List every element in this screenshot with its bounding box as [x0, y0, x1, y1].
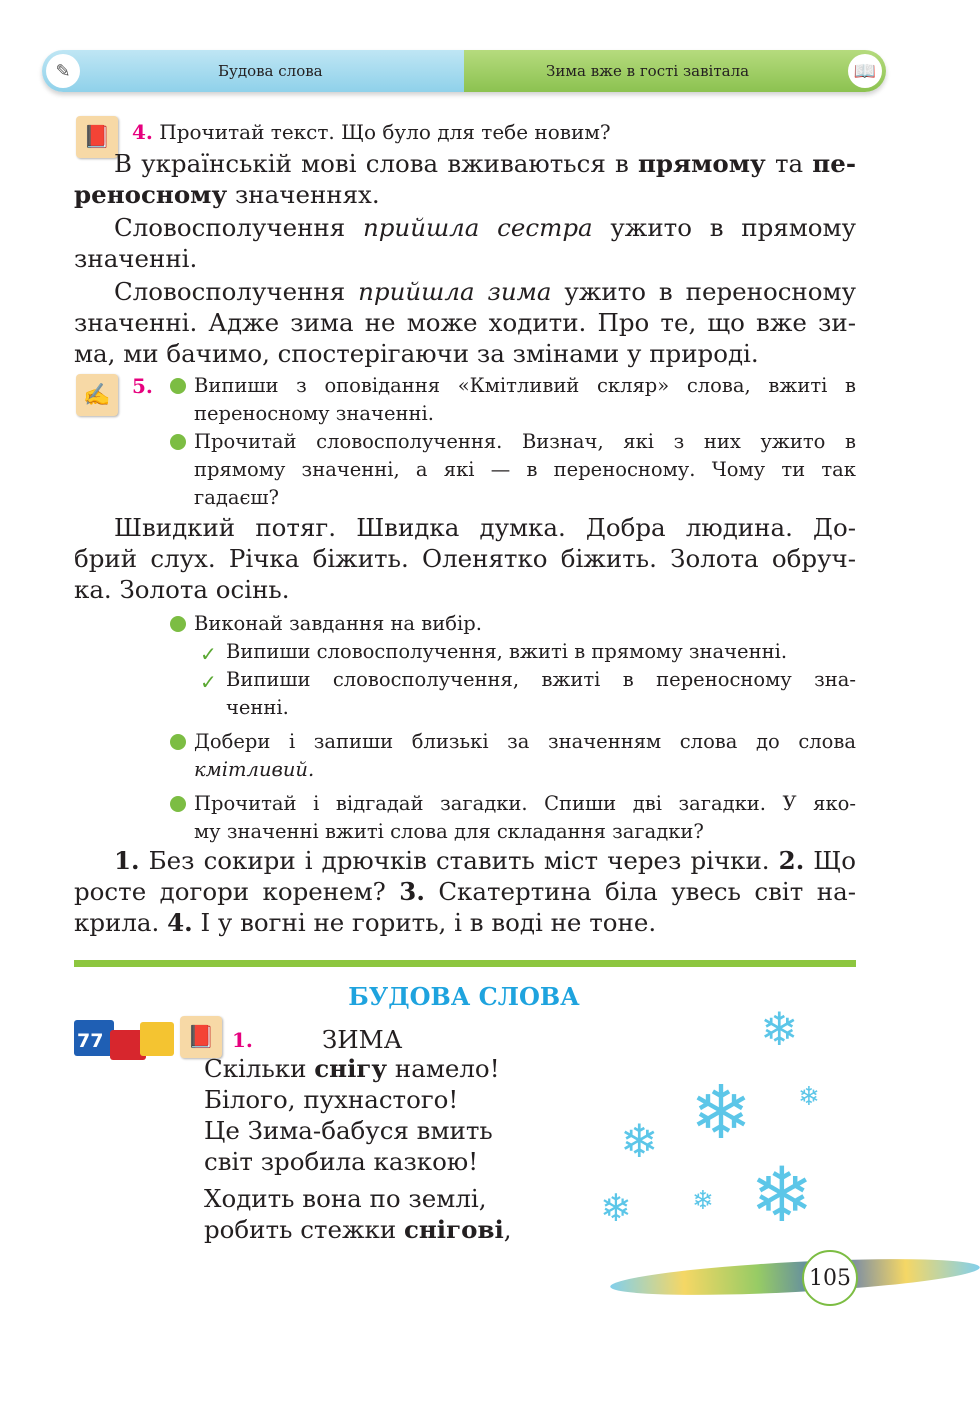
ex5-phrases: Швидкий потяг. Швидка думка. Добра людина. До- брий слух. Річка біжить. Оленятко біжить. Золота обруч- ка. Золота осінь.	[74, 513, 856, 604]
bullet-icon	[170, 378, 186, 394]
ex4-text: В українській мові слова вживаються в прямому та пе- реносному значеннях. Словосполучення прийшла сестра ужито в прямому значенні. Словосполучення прийшла зима ужито в переносному значенні. Адже зима не може ходити. Про те, що вже зи- ма, ми бачимо, спостерігаючи за змінами у природі.	[74, 149, 856, 368]
ex5-bullet-2: Прочитай словосполучення. Визнач, які з них ужито в прямому значенні, а які — в переносному. Чому ти так гадаєш?	[170, 428, 856, 512]
poem: Скільки снігу намело! Білого, пухнастого! Це Зима-бабуся вмить світ зробила казкою! Ходить вона по землі, робить стежки снігові,	[204, 1054, 512, 1244]
book-icon: 📖	[848, 54, 882, 88]
reading-icon: 📕	[180, 1016, 222, 1058]
ex5-bullet-1: Випиши з оповідання «Кмітливий скляр» слова, вжиті в переносному значенні.	[170, 372, 856, 428]
bullet-icon	[170, 616, 186, 632]
ex5-bullet-3: Виконай завдання на вибір.	[170, 610, 856, 638]
ex1-number: 1.	[232, 1028, 253, 1052]
snowflake-icon: ❄	[750, 1150, 814, 1239]
ex5-number: 5.	[132, 374, 153, 398]
page-number-text: 105	[809, 1265, 851, 1291]
snowflake-icon: ❄	[600, 1186, 632, 1230]
section-divider	[74, 960, 856, 967]
ex5-bullet-4: Добери і запиши близькі за значенням слова до слова кмітливий.	[170, 728, 856, 784]
ex4-task: 4. Прочитай текст. Що було для тебе новим?	[132, 120, 611, 144]
header-right	[464, 50, 886, 92]
ex5-choice-2: ✓ Випиши словосполучення, вжиті в переносному зна- ченні.	[200, 668, 856, 719]
ex5-bullet-5: Прочитай і відгадай загадки. Спиши дві загадки. У яко- му значенні вжиті слова для складання загадки?	[170, 790, 856, 846]
header-left-title: Будова слова	[218, 62, 323, 80]
reading-icon: 📕	[76, 116, 118, 158]
snowflake-icon: ❄	[798, 1082, 820, 1112]
snowflake-icon: ❄	[692, 1186, 714, 1216]
checkmark-icon: ✓	[200, 670, 217, 694]
checkmark-icon: ✓	[200, 642, 217, 666]
riddles: 1. Без сокири і дрючків ставить міст через річки. 2. Що росте догори коренем? 3. Скатертина біла увесь світ на- крила. 4. І у вогні не горить, і в воді не тоне.	[74, 846, 857, 937]
lego-number: 77	[77, 1030, 104, 1052]
pen-icon: ✎	[46, 54, 80, 88]
ex5-choice-1: ✓ Випиши словосполучення, вжиті в прямому значенні.	[200, 640, 788, 666]
section-title: БУДОВА СЛОВА	[348, 982, 580, 1011]
bullet-icon	[170, 434, 186, 450]
running-header	[42, 50, 886, 92]
page-number	[802, 1250, 858, 1306]
poem-title: ЗИМА	[322, 1025, 403, 1054]
snowflake-icon: ❄	[620, 1114, 659, 1168]
header-left	[42, 50, 464, 92]
lego-bricks-icon	[74, 1014, 174, 1058]
snowflake-icon: ❄	[690, 1070, 753, 1156]
bullet-icon	[170, 796, 186, 812]
flower-wreath-decoration	[609, 1252, 980, 1301]
snowflake-icon: ❄	[760, 1002, 799, 1056]
bullet-icon	[170, 734, 186, 750]
header-right-title: Зима вже в гості завітала	[546, 62, 750, 80]
writing-icon: ✍	[76, 374, 118, 416]
